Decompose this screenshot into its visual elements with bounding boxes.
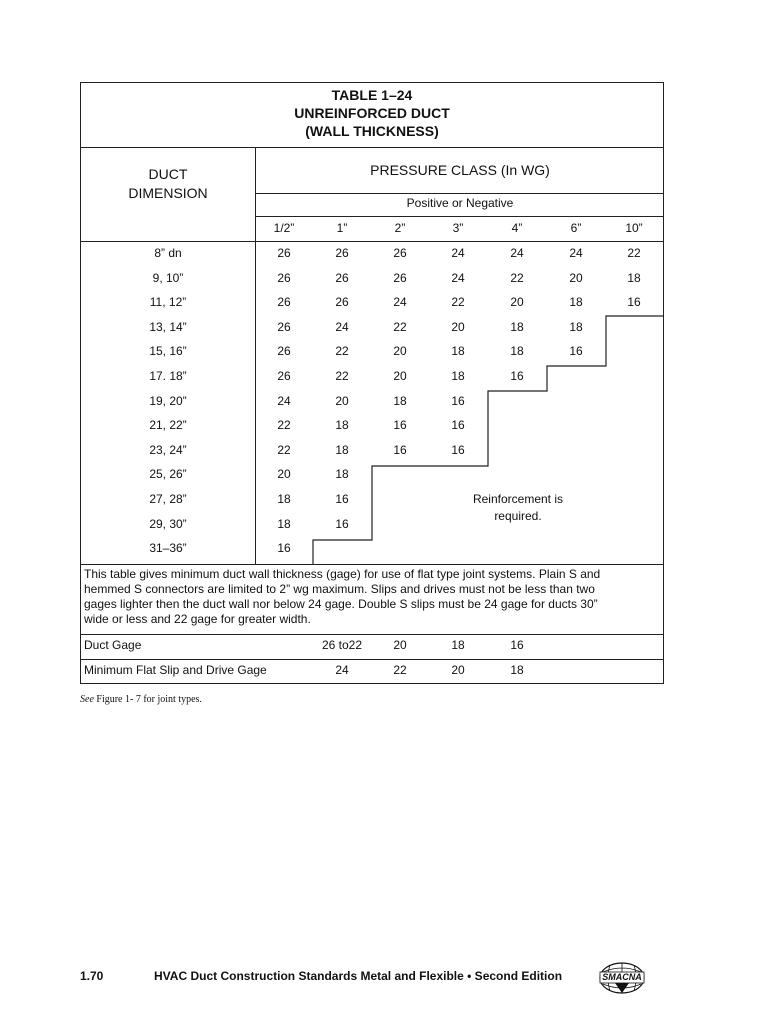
- gage-value-cell: 20: [393, 638, 407, 652]
- smacna-logo: [598, 960, 646, 996]
- gage-value-cell: 18: [451, 638, 465, 652]
- duct-dimension-cell: 29, 30”: [149, 516, 187, 531]
- pressure-class-header: PRESSURE CLASS (In WG): [370, 162, 550, 178]
- caption-text: Figure 1- 7 for joint types.: [93, 694, 202, 705]
- gage-value-cell: 18: [277, 516, 291, 531]
- reinforcement-note: Reinforcement is: [472, 492, 564, 506]
- gage-value-cell: 18: [393, 393, 407, 408]
- gage-value-cell: 22: [277, 442, 291, 457]
- gage-value-cell: 16: [569, 344, 583, 359]
- gage-value-cell: 26: [277, 369, 291, 383]
- page-number: 1.70: [80, 969, 104, 983]
- duct-gage-label: Duct Gage: [84, 638, 142, 652]
- gage-value-cell: 20: [335, 393, 349, 408]
- duct-dimension-cell: 8” dn: [154, 246, 182, 260]
- gage-value-cell: 16: [627, 295, 641, 310]
- gage-value-cell: 18: [569, 295, 583, 310]
- gage-value-cell: 22: [627, 246, 641, 260]
- gage-value-cell: 20: [451, 319, 465, 334]
- gage-value-cell: 18: [510, 663, 524, 677]
- gage-value-cell: 24: [451, 246, 465, 260]
- gage-value-cell: 16: [277, 541, 291, 556]
- gage-value-cell: 26: [277, 246, 291, 260]
- duct-dimension-cell: 15, 16”: [149, 344, 187, 359]
- duct-dimension-cell: 27, 28”: [149, 492, 187, 506]
- gage-value-cell: 18: [510, 319, 524, 334]
- gage-value-cell: 18: [335, 418, 349, 433]
- table-note-line-4: wide or less and 22 gage for greater width.: [84, 612, 311, 626]
- gage-value-cell: 18: [335, 467, 349, 482]
- table-number: TABLE 1–24: [331, 87, 413, 103]
- gage-value-cell: 22: [277, 418, 291, 433]
- gage-value-cell: 26: [277, 295, 291, 310]
- gage-value-cell: 26: [335, 246, 349, 260]
- book-title: HVAC Duct Construction Standards Metal and Flexible • Second Edition: [154, 969, 563, 983]
- table-note-line-3: gages lighter then the duct wall nor below 24 gage. Double S slips must be 24 gage for ducts 30”: [84, 597, 598, 611]
- gage-value-cell: 16: [335, 492, 349, 506]
- table-subtitle: (WALL THICKNESS): [305, 123, 439, 139]
- gage-value-cell: 18: [451, 344, 465, 359]
- figure-reference-caption: [80, 694, 202, 705]
- gage-value-cell: 16: [335, 516, 349, 531]
- gage-value-cell: 26: [335, 295, 349, 310]
- gage-value-cell: 18: [335, 442, 349, 457]
- gage-value-cell: 22: [393, 663, 407, 677]
- pressure-column-header: 2”: [394, 221, 406, 235]
- gage-value-cell: 20: [510, 295, 524, 310]
- gage-value-cell: 26: [277, 270, 291, 285]
- duct-dimension-cell: 17. 18”: [149, 369, 187, 383]
- pressure-column-header: 1/2”: [273, 221, 295, 235]
- gage-value-cell: 20: [451, 663, 465, 677]
- caption-see: See: [80, 694, 94, 705]
- pressure-column-header: 6”: [570, 221, 582, 235]
- duct-dimension-cell: 31–36”: [149, 541, 187, 556]
- gage-value-cell: 16: [393, 418, 407, 433]
- gage-value-cell: 26: [335, 270, 349, 285]
- duct-dimension-cell: 13, 14”: [149, 319, 187, 334]
- gage-value-cell: 24: [335, 319, 349, 334]
- table-note-line-2: hemmed S connectors are limited to 2” wg maximum. Slips and drives must not be less than two: [84, 582, 595, 596]
- gage-value-cell: 18: [451, 369, 465, 383]
- duct-dimension-cell: 21, 22”: [149, 418, 187, 433]
- gage-value-cell: 18: [277, 492, 291, 506]
- gage-value-cell: 16: [451, 393, 465, 408]
- gage-value-cell: 22: [393, 319, 407, 334]
- duct-dimension-header: DUCT: [148, 166, 188, 182]
- pressure-column-header: 10”: [625, 221, 643, 235]
- gage-value-cell: 22: [335, 369, 349, 383]
- table-note-line-1: This table gives minimum duct wall thickness (gage) for use of flat type joint systems. Plain S and: [84, 567, 601, 581]
- gage-value-cell: 22: [451, 295, 465, 310]
- gage-value-cell: 16: [451, 442, 465, 457]
- duct-dimension-cell: 11, 12”: [149, 295, 187, 310]
- pressure-column-header: 1”: [336, 221, 348, 235]
- gage-value-cell: 24: [569, 246, 583, 260]
- min-slip-label: Minimum Flat Slip and Drive Gage: [84, 663, 267, 677]
- gage-value-cell: 20: [569, 270, 583, 285]
- gage-value-cell: 16: [510, 369, 524, 383]
- duct-dimension-cell: 25, 26”: [149, 467, 187, 482]
- gage-value-cell: 22: [510, 270, 524, 285]
- gage-value-cell: 22: [335, 344, 349, 359]
- gage-value-cell: 26: [277, 319, 291, 334]
- duct-dimension-cell: 19, 20”: [149, 393, 187, 408]
- gage-value-cell: 20: [393, 369, 407, 383]
- gage-value-cell: 24: [335, 663, 349, 677]
- gage-value-cell: 26 to22: [321, 638, 363, 652]
- gage-value-cell: 18: [627, 270, 641, 285]
- logo-text: SMACNA: [602, 972, 642, 982]
- reinforcement-note-line2: required.: [494, 509, 542, 523]
- gage-value-cell: 18: [510, 344, 524, 359]
- gage-value-cell: 24: [277, 393, 291, 408]
- duct-dimension-cell: 9, 10”: [152, 270, 184, 285]
- gage-value-cell: 24: [510, 246, 524, 260]
- gage-value-cell: 20: [393, 344, 407, 359]
- pressure-column-header: 4”: [511, 221, 523, 235]
- pressure-column-header: 3”: [452, 221, 464, 235]
- gage-value-cell: 20: [277, 467, 291, 482]
- table-title: UNREINFORCED DUCT: [294, 105, 450, 121]
- gage-value-cell: 16: [451, 418, 465, 433]
- positive-negative-header: Positive or Negative: [406, 196, 514, 210]
- gage-value-cell: 26: [393, 270, 407, 285]
- gage-value-cell: 18: [569, 319, 583, 334]
- gage-value-cell: 26: [393, 246, 407, 260]
- gage-value-cell: 16: [510, 638, 524, 652]
- gage-value-cell: 26: [277, 344, 291, 359]
- gage-value-cell: 16: [393, 442, 407, 457]
- duct-dimension-cell: 23, 24”: [149, 442, 187, 457]
- duct-dimension-header-line2: DIMENSION: [128, 185, 208, 201]
- gage-value-cell: 24: [393, 295, 407, 310]
- gage-value-cell: 24: [451, 270, 465, 285]
